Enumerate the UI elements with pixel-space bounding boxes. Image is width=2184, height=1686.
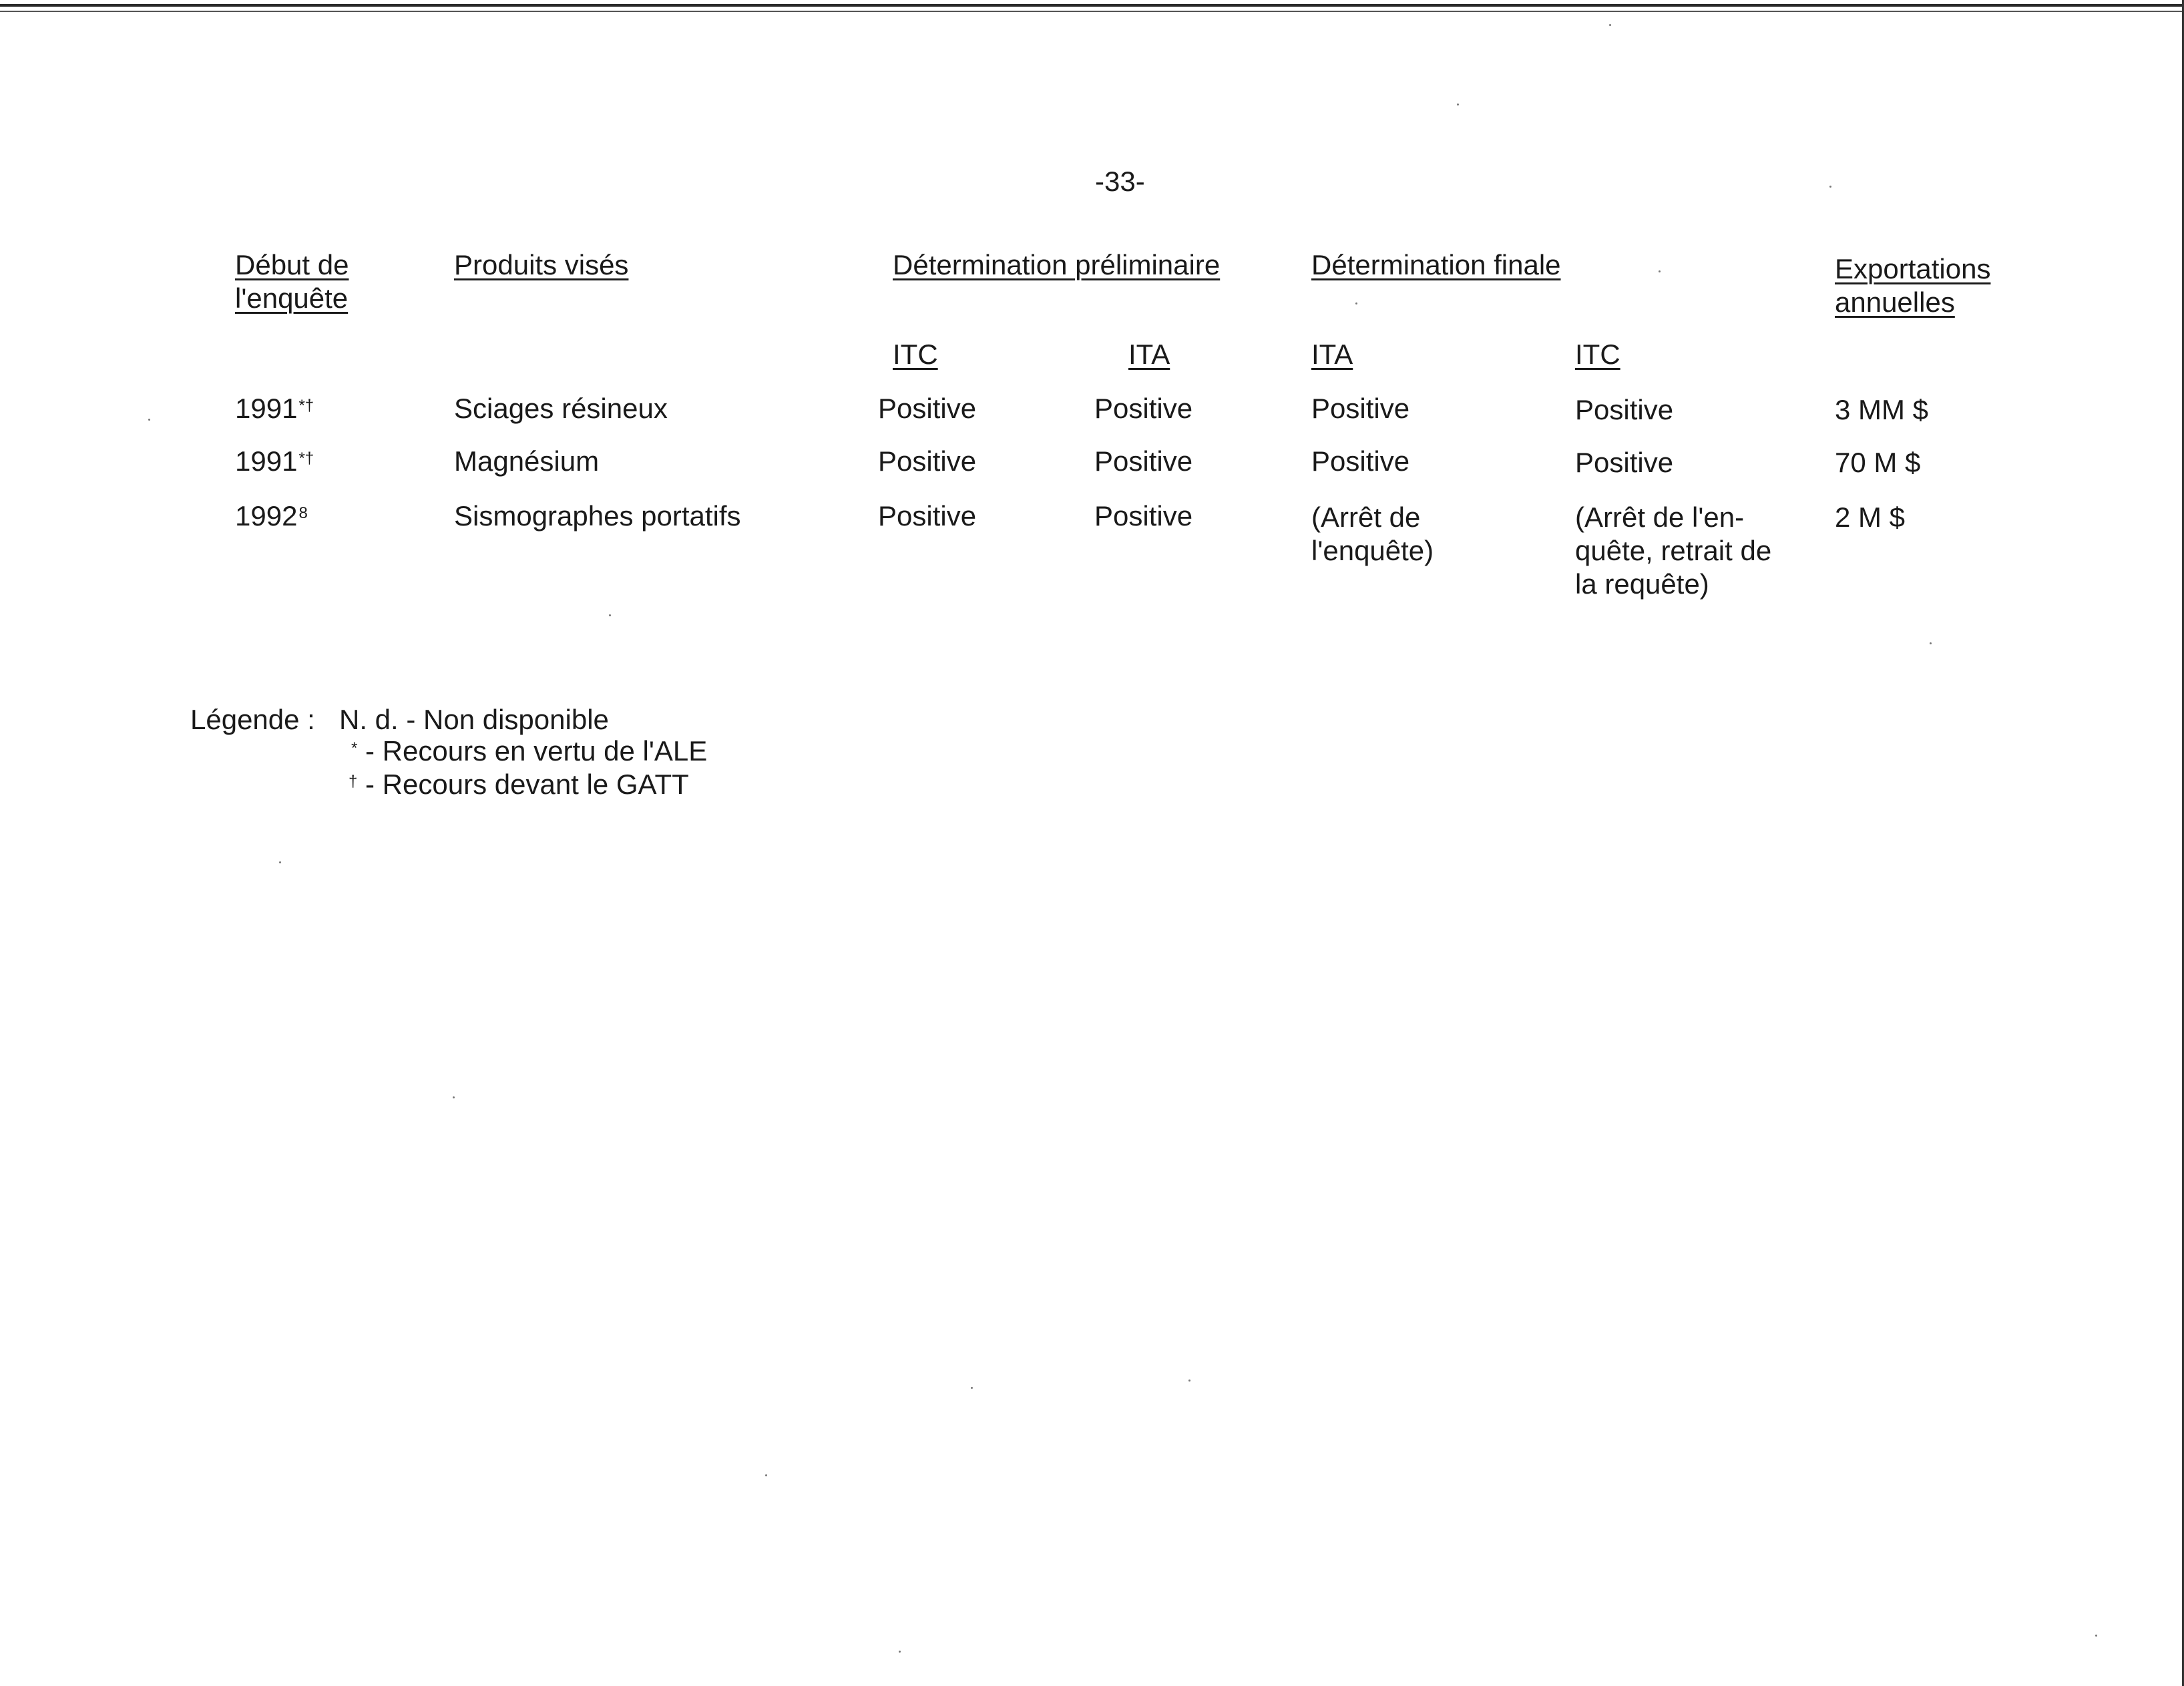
header-exportations-line2: annuelles <box>1835 286 1955 318</box>
legend-dagger-symbol: † <box>349 773 358 791</box>
row-1-prelim-ita: Positive <box>1094 393 1193 424</box>
scan-speck <box>1659 270 1661 272</box>
row-3-year: 1992$^8$ <box>235 500 308 532</box>
row-2-footnote-mark: *† <box>298 449 314 467</box>
scan-speck <box>1609 24 1611 26</box>
row-2-year: 1991*† <box>235 445 314 477</box>
legend-item-gatt: † - Recours devant le GATT <box>349 769 689 800</box>
scan-speck <box>2095 1635 2097 1637</box>
scan-speck <box>1930 642 1932 644</box>
scan-speck <box>1355 302 1357 304</box>
legend-item-ale: * - Recours en vertu de l'ALE <box>351 735 708 767</box>
row-1-final-ita: Positive <box>1311 393 1410 424</box>
row-2-prelim-ita: Positive <box>1094 445 1193 477</box>
subheader-final-ita: ITA <box>1311 339 1353 370</box>
page-number: -33- <box>1095 166 1145 197</box>
scan-speck <box>453 1096 455 1098</box>
scan-speck <box>279 861 281 863</box>
scan-speck <box>1457 103 1459 106</box>
row-1-footnote-mark: *† <box>298 397 314 415</box>
row-2-final-itc: Positive <box>1575 447 1674 478</box>
row-2-product: Magnésium <box>454 445 600 477</box>
header-debut-line2: l'enquête <box>235 282 349 314</box>
subheader-final-itc: ITC <box>1575 339 1620 370</box>
header-determination-finale: Détermination finale <box>1311 249 1561 280</box>
row-1-prelim-itc: Positive <box>878 393 977 424</box>
legend-item-nd: N. d. - Non disponible <box>339 704 609 735</box>
row-2-prelim-itc: Positive <box>878 445 977 477</box>
row-2-exports: 70 M $ <box>1835 447 1921 478</box>
legend-label: Légende : <box>190 704 315 735</box>
top-border-rule <box>0 4 2184 7</box>
row-2-final-ita: Positive <box>1311 445 1410 477</box>
scan-speck <box>899 1651 901 1653</box>
row-3-footnote-mark: 8 <box>298 504 308 522</box>
scan-speck <box>1829 186 1831 188</box>
header-produits: Produits visés <box>454 249 629 280</box>
row-3-final-itc-line2: quête, retrait de <box>1575 535 1772 566</box>
header-debut-line1: Début de <box>235 249 349 280</box>
scan-speck <box>1188 1380 1190 1382</box>
header-determination-preliminaire: Détermination préliminaire <box>893 249 1221 280</box>
subheader-prelim-itc: ITC <box>893 339 938 370</box>
header-exportations-line1: Exportations <box>1835 253 1991 284</box>
row-3-prelim-itc: Positive <box>878 500 977 532</box>
row-3-prelim-ita: Positive <box>1094 500 1193 532</box>
subheader-prelim-ita: ITA <box>1128 339 1170 370</box>
row-3-final-itc-line1: (Arrêt de l'en- <box>1575 501 1745 533</box>
row-3-final-ita-line1: (Arrêt de <box>1311 501 1421 533</box>
row-1-final-itc: Positive <box>1575 394 1674 425</box>
scan-speck <box>765 1474 767 1476</box>
row-3-final-itc-line3: la requête) <box>1575 568 1709 600</box>
row-1-year: 1991*† <box>235 393 314 424</box>
legend-asterisk-symbol: * <box>351 739 358 757</box>
row-3-exports: 2 M $ <box>1835 501 1906 533</box>
row-1-product: Sciages résineux <box>454 393 668 424</box>
row-1-exports: 3 MM $ <box>1835 394 1929 425</box>
top-border-rule-secondary <box>0 11 2184 12</box>
scan-speck <box>148 419 150 421</box>
scan-speck <box>971 1387 973 1389</box>
row-3-product: Sismographes portatifs <box>454 500 741 532</box>
row-3-final-ita-line2: l'enquête) <box>1311 535 1434 566</box>
scan-speck <box>609 614 611 616</box>
